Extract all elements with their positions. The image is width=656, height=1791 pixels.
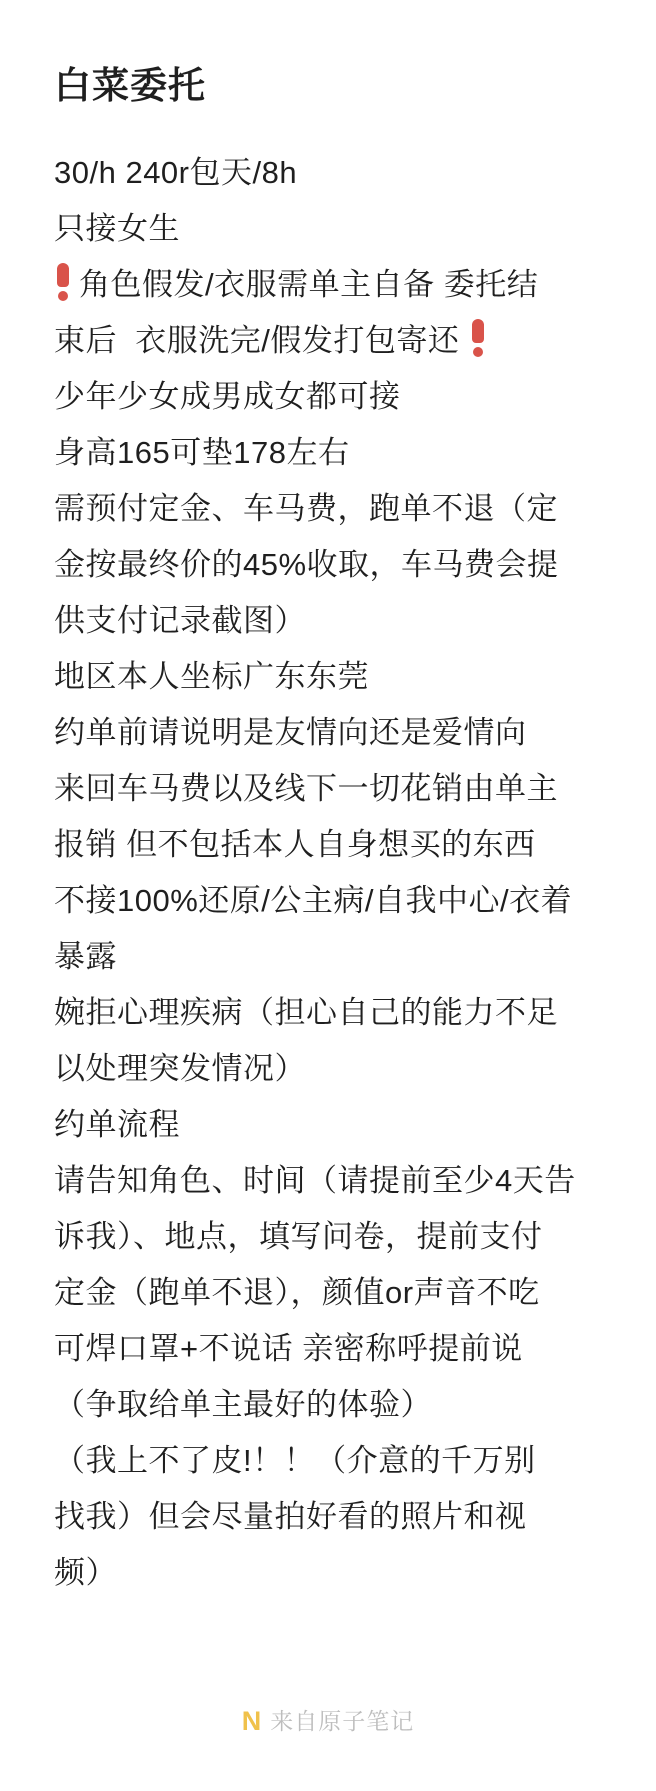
text-line: [54, 985, 636, 1041]
text-line-content: 来回车马费以及线下一切花销由单主: [54, 771, 558, 806]
text-line-content: 报销 但不包括本人自身想买的东西: [54, 827, 536, 862]
text-line-content: 束后 衣服洗完/假发打包寄还: [54, 323, 460, 358]
text-line: [54, 1097, 636, 1153]
text-line-content: 需预付定金、车马费，跑单不退（定: [54, 491, 558, 526]
text-line: [54, 481, 636, 537]
text-line: [54, 649, 636, 705]
text-line-content: 供支付记录截图）: [54, 603, 306, 638]
text-line-content: 定金（跑单不退），颜值or声音不吃: [54, 1275, 540, 1310]
text-line: [54, 1041, 636, 1097]
text-line-content: 只接女生: [54, 211, 180, 246]
text-line-content: 婉拒心理疾病（担心自己的能力不足: [54, 995, 558, 1030]
text-line-content: 找我）但会尽量拍好看的照片和视: [54, 1499, 527, 1534]
text-line: [54, 1321, 636, 1377]
text-line-content: 可焊口罩+不说话 亲密称呼提前说: [54, 1331, 523, 1366]
text-line-content: 暴露: [54, 939, 117, 974]
red-exclamation-icon: [56, 263, 70, 301]
note-footer: [0, 1706, 656, 1736]
text-line: [54, 1153, 636, 1209]
text-line-content: 以处理突发情况）: [54, 1051, 306, 1086]
text-line-content: 不接100%还原/公主病/自我中心/衣着: [54, 883, 573, 918]
text-line-content: 请告知角色、时间（请提前至少4天告: [54, 1163, 576, 1198]
text-line-content: 30/h 240r包天/8h: [54, 155, 298, 190]
text-line: [54, 1209, 636, 1265]
text-line: [54, 761, 636, 817]
footer-source-label: 来自原子笔记: [270, 1708, 415, 1734]
text-line-content: 约单流程: [54, 1107, 180, 1142]
text-line-content: 少年少女成男成女都可接: [54, 379, 401, 414]
text-line-content: （我上不了皮!！！（介意的千万别: [54, 1443, 536, 1478]
text-line: [54, 537, 636, 593]
note-body: [54, 145, 636, 1601]
text-line: [54, 1545, 636, 1601]
text-line: [54, 1489, 636, 1545]
red-exclamation-icon: [471, 319, 485, 357]
text-line: [54, 873, 636, 929]
text-line-content: 诉我）、地点，填写问卷，提前支付: [54, 1219, 543, 1254]
text-line: [54, 145, 636, 201]
text-line: [54, 369, 636, 425]
text-line: [54, 1377, 636, 1433]
note-title: 白菜委托: [54, 65, 206, 106]
text-line: [54, 817, 636, 873]
text-line-content: （争取给单主最好的体验）: [54, 1387, 432, 1422]
text-line-content: 角色假发/衣服需单主自备 委托结: [79, 267, 539, 302]
text-line-content: 约单前请说明是友情向还是爱情向: [54, 715, 527, 750]
text-line: [54, 705, 636, 761]
text-line-content: 频）: [54, 1555, 117, 1590]
text-line: [54, 929, 636, 985]
text-line: [54, 1433, 636, 1489]
text-line-content: 身高165可垫178左右: [54, 435, 350, 470]
text-line: [54, 257, 636, 313]
text-line: [54, 201, 636, 257]
text-line: [54, 313, 636, 369]
text-line: [54, 593, 636, 649]
text-line-content: 地区本人坐标广东东莞: [54, 659, 369, 694]
text-line: [54, 425, 636, 481]
text-line-content: 金按最终价的45%收取，车马费会提: [54, 547, 559, 582]
atomic-notes-logo-icon: N: [241, 1706, 262, 1736]
text-line: [54, 1265, 636, 1321]
